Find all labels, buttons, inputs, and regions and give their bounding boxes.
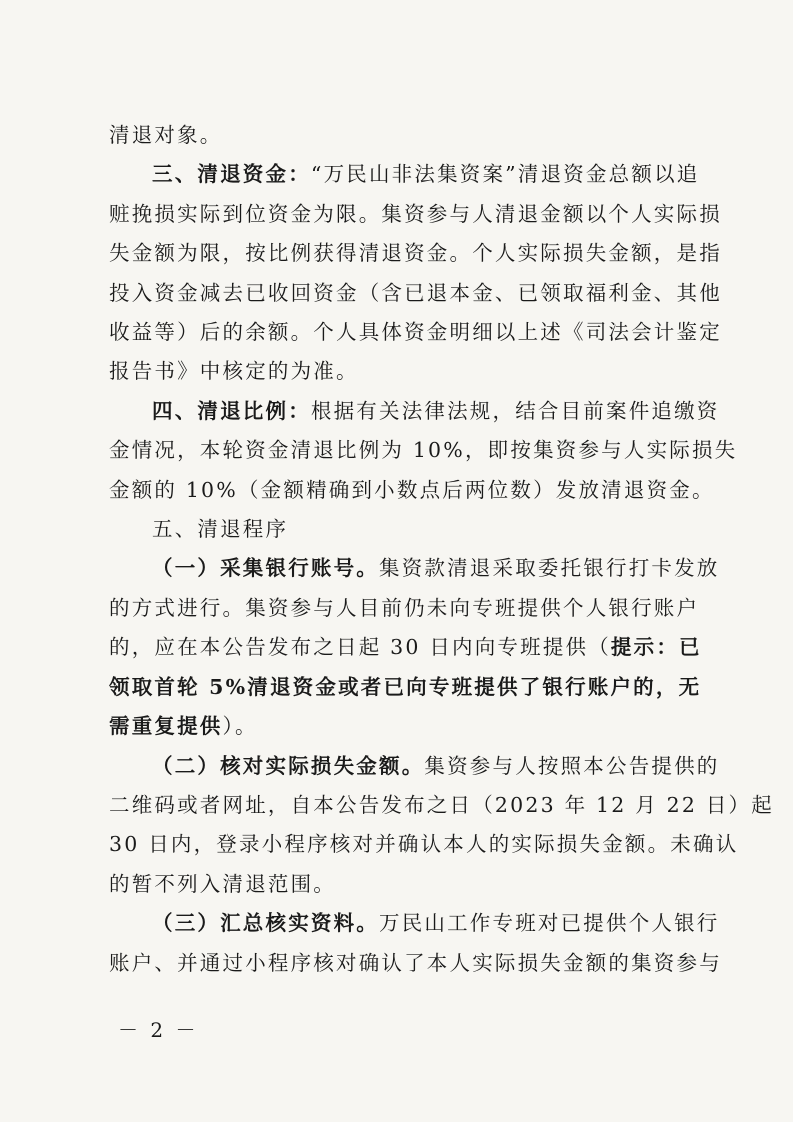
text-segment: 的方式进行。集资参与人目前仍未向专班提供个人银行账户 [109,595,700,620]
text-line [109,471,715,510]
text-segment: 金情况，本轮资金清退比例为 10%，即按集资参与人实际损失 [109,438,738,463]
text-line [109,116,694,155]
text-segment: 30 日内，登录小程序核对并确认本人的实际损失金额。未确认 [109,832,739,857]
text-line [109,392,720,431]
text-segment: 清退对象。 [109,123,223,147]
text-segment: 赃挽损实际到位资金为限。集资参与人清退金额以个人实际损 [109,201,722,226]
bold-text-segment: （二）核对实际损失金额。 [152,753,425,778]
text-line [109,234,722,273]
text-line [109,944,722,983]
bold-text-segment: 三、清退资金： [152,162,311,187]
text-line [109,904,720,943]
text-line [109,865,694,904]
text-segment: 集资款清退采取委托银行打卡发放 [379,556,720,581]
bold-text-segment: 需重复提供 [109,714,223,739]
document-body [109,116,774,983]
text-line [109,628,702,667]
text-line [109,549,720,588]
text-segment: 的，应在本公告发布之日起 30 日内向专班提供（ [109,635,611,660]
text-segment: 的暂不列入清退范围。 [109,871,336,896]
text-segment: 万民山工作专班对已提供个人银行 [379,911,720,936]
text-line [109,195,722,234]
text-segment: 集资参与人按照本公告提供的 [424,753,720,778]
text-segment: 投入资金减去已收回资金（含已退本金、已领取福利金、其他 [109,280,722,305]
text-line [109,668,702,707]
text-line [109,274,722,313]
text-line [109,786,774,825]
text-segment: ）。 [222,714,258,739]
text-segment: 根据有关法律法规，结合目前案件追缴资 [310,398,720,423]
text-line [109,431,738,470]
text-line [109,589,700,628]
text-segment: 失金额为限，按比例获得清退资金。个人实际损失金额，是指 [109,241,722,266]
text-line [109,352,694,391]
text-line [109,510,694,549]
bold-text-segment: （三）汇总核实资料。 [152,911,379,936]
text-segment: 金额的 10%（金额精确到小数点后两位数）发放清退资金。 [109,477,715,502]
page-number: － 2 － [118,1018,199,1042]
text-line [109,747,720,786]
text-segment: 收益等）后的余额。个人具体资金明细以上述《司法会计鉴定 [109,320,722,345]
text-segment: 五、清退程序 [152,517,289,542]
text-segment: “万民山非法集资案”清退资金总额以追 [310,162,700,187]
text-line [109,155,700,194]
text-segment: 账户、并通过小程序核对确认了本人实际损失金额的集资参与 [109,950,722,975]
text-segment: 二维码或者网址，自本公告发布之日（2023 年 12 月 22 日）起 [109,792,774,817]
bold-text-segment: 提示：已 [610,635,702,660]
bold-text-segment: （一）采集银行账号。 [152,556,379,581]
text-segment: 报告书》中核定的为准。 [109,359,359,384]
text-line [109,707,694,746]
bold-text-segment: 四、清退比例： [152,398,311,423]
text-line [109,313,722,352]
text-line [109,825,739,864]
bold-text-segment: 领取首轮 5%清退资金或者已向专班提供了银行账户的，无 [109,674,702,699]
